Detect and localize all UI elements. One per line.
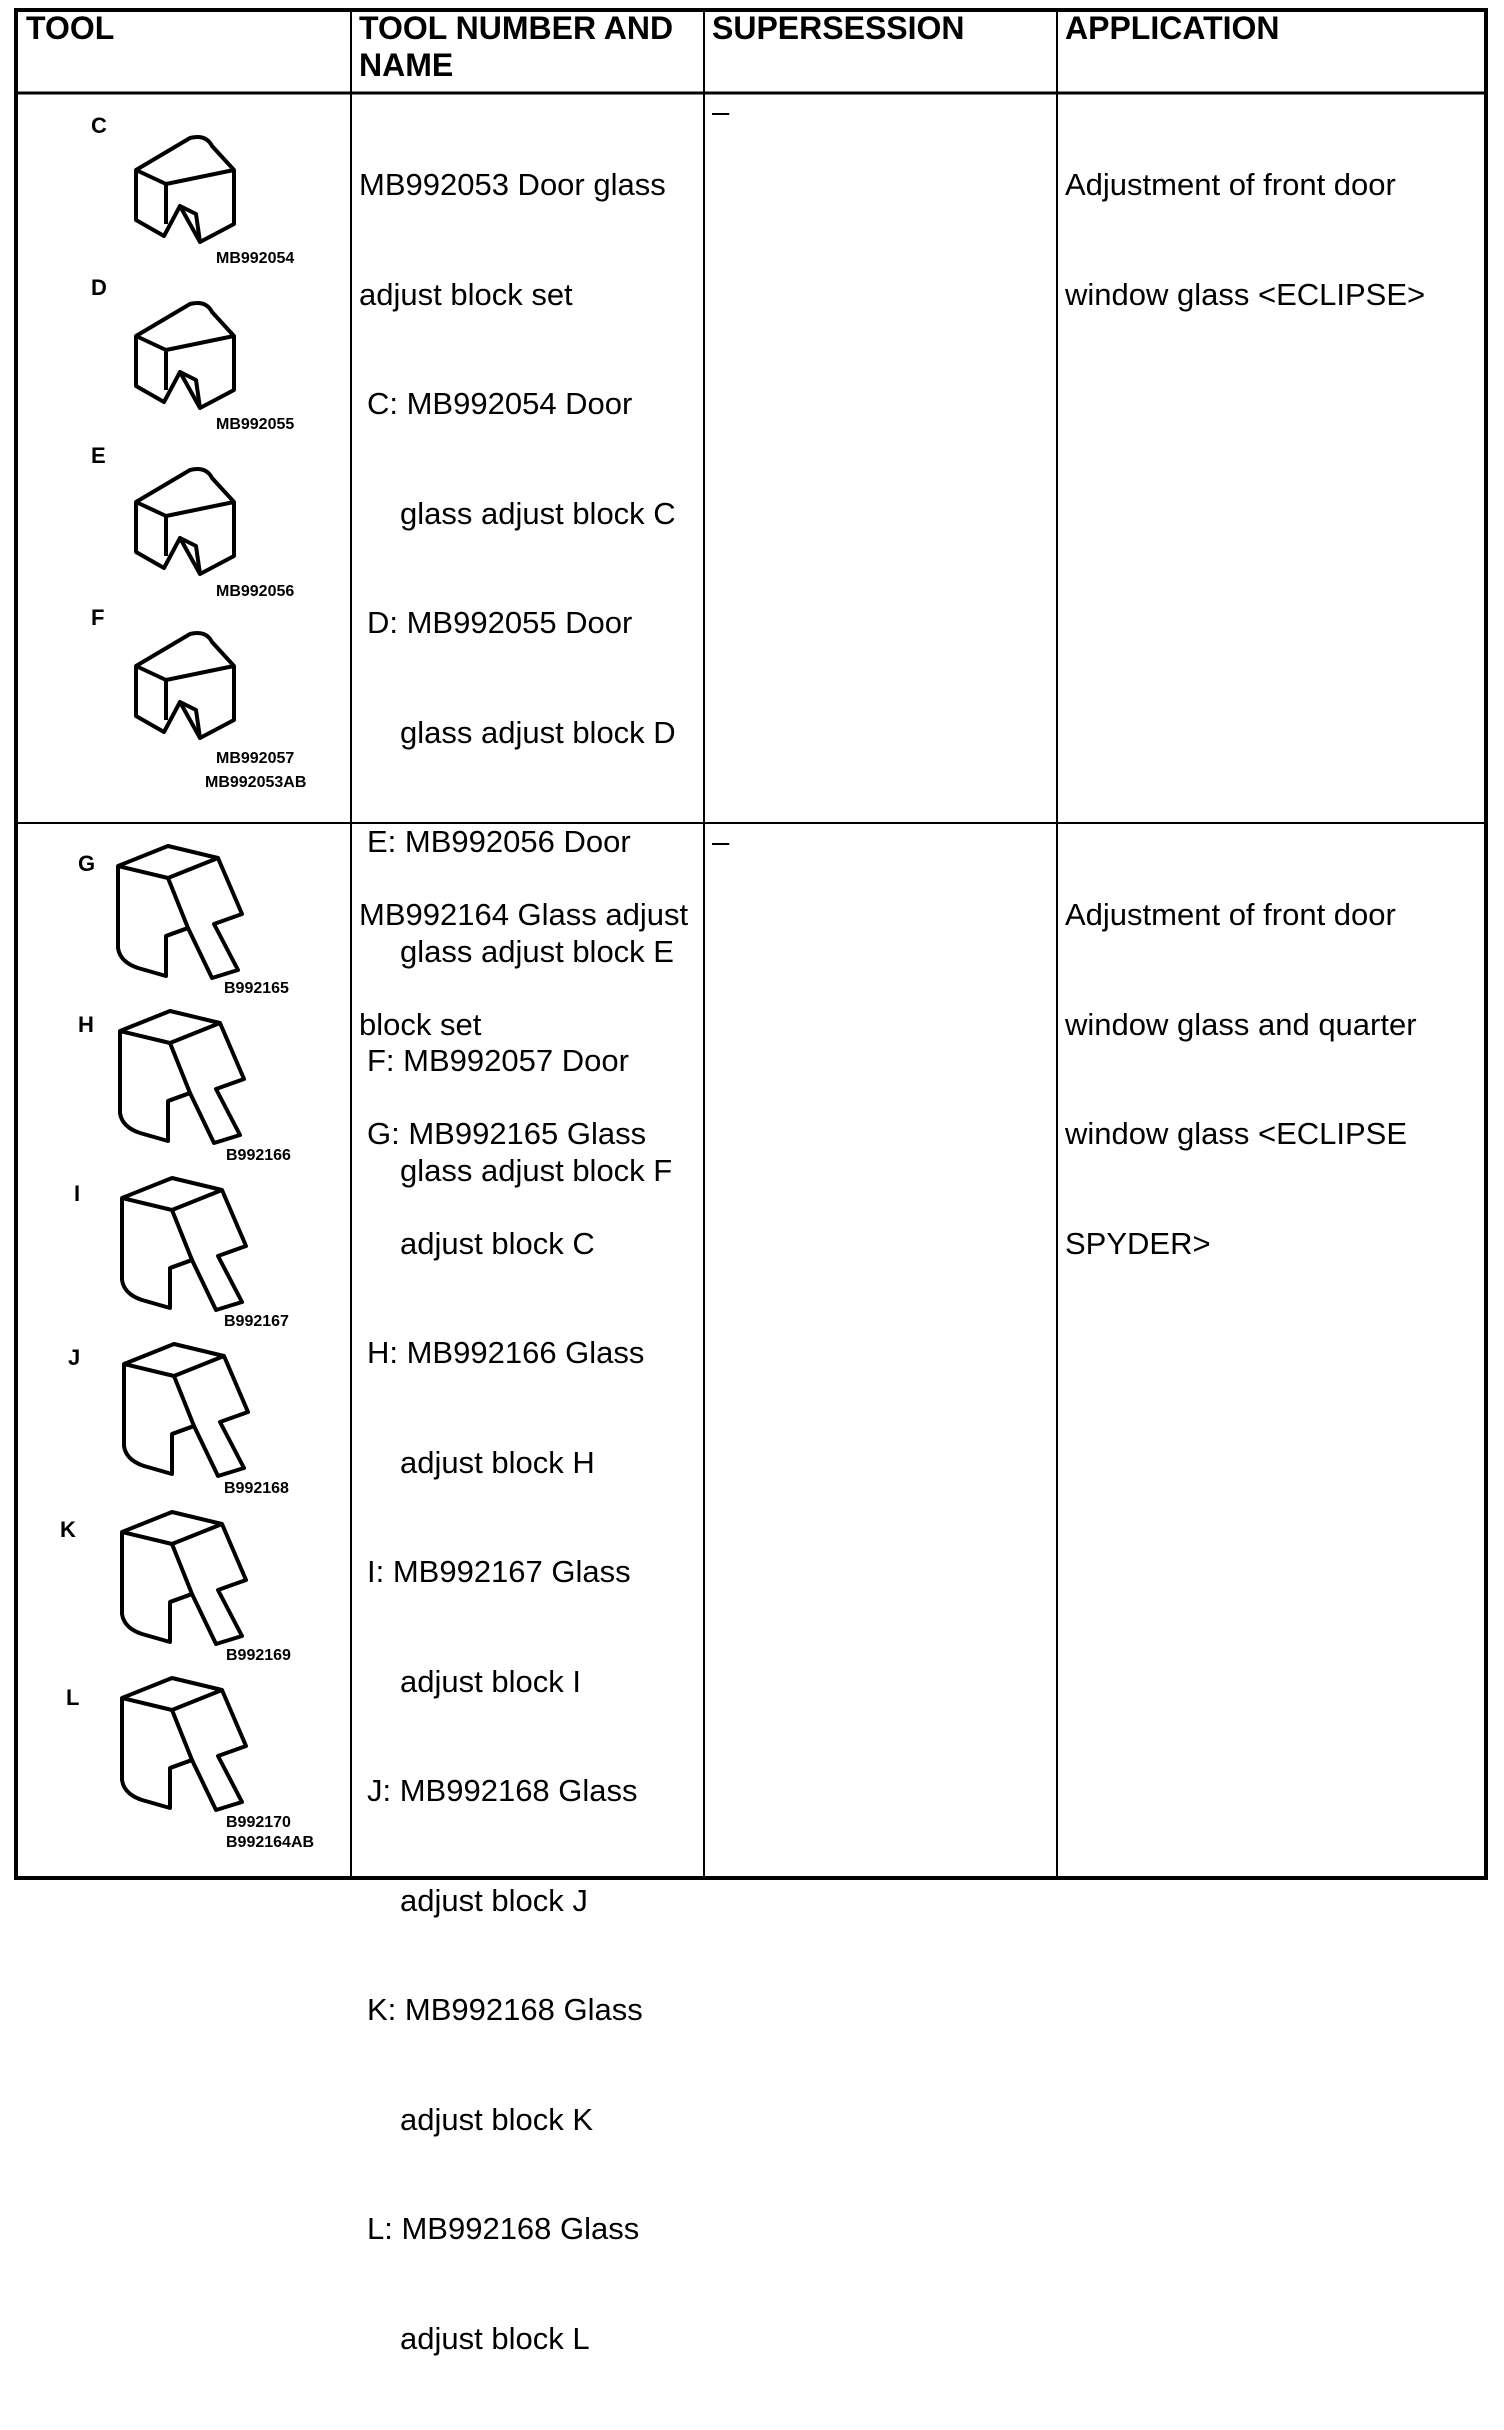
tool-code-caption: B992168: [224, 1480, 289, 1497]
tool-letter-label: E: [91, 443, 106, 468]
tool-code-caption: MB992056: [216, 583, 295, 600]
glass-adjust-block-icon: [112, 1005, 252, 1150]
tool-letter-label: L: [66, 1685, 80, 1710]
application-line: window glass <ECLIPSE: [1065, 1116, 1408, 1151]
header-tool: TOOL: [26, 10, 115, 46]
tool-name-line: adjust block set: [359, 276, 573, 312]
tool-name-line: I: MB992167 Glass: [367, 1554, 631, 1589]
tool-letter-label: C: [91, 113, 107, 138]
tool-name-line: glass adjust block C: [400, 495, 676, 531]
tool-letter-label: H: [78, 1012, 94, 1037]
tool-name-line: adjust block I: [400, 1663, 581, 1699]
tool-name-line: glass adjust block D: [400, 714, 676, 750]
application-cell: [1065, 824, 1417, 1335]
glass-adjust-block-icon: [116, 1338, 256, 1483]
tool-name-line: adjust block L: [400, 2320, 590, 2356]
tool-name-line: adjust block J: [400, 1882, 588, 1918]
header-tool-number-and-name: [359, 10, 673, 84]
tool-code-caption: B992169: [226, 1647, 291, 1664]
tool-name-line: J: MB992168 Glass: [367, 1773, 638, 1808]
tool-code-caption: MB992054: [216, 250, 295, 267]
tool-name-line: L: MB992168 Glass: [367, 2211, 640, 2246]
figure-code-caption: MB992053AB: [205, 774, 307, 791]
door-glass-adjust-block-icon: [128, 620, 240, 740]
door-glass-adjust-block-icon: [128, 290, 240, 410]
header-tool-number-line2: NAME: [359, 47, 454, 83]
glass-adjust-block-icon: [110, 840, 250, 985]
door-glass-adjust-block-icon: [128, 456, 240, 576]
tool-name-line: G: MB992165 Glass: [367, 1116, 647, 1151]
glass-adjust-block-icon: [114, 1506, 254, 1651]
application-line: SPYDER>: [1065, 1225, 1211, 1261]
door-glass-adjust-block-icon: [128, 124, 240, 244]
tool-letter-label: G: [78, 851, 96, 876]
application-line: Adjustment of front door: [1065, 897, 1396, 932]
tool-letter-label: D: [91, 275, 107, 300]
figure-code-caption: B992164AB: [226, 1834, 315, 1851]
glass-adjust-block-icon: [114, 1672, 254, 1817]
tool-name-line: adjust block H: [400, 1444, 595, 1480]
tool-letter-label: I: [74, 1181, 81, 1206]
tool-code-caption: B992170: [226, 1814, 291, 1831]
tool-name-line: adjust block C: [400, 1225, 595, 1261]
tool-letter-label: K: [60, 1517, 76, 1542]
application-line: Adjustment of front door: [1065, 167, 1396, 202]
tool-name-line: K: MB992168 Glass: [367, 1992, 643, 2027]
tool-code-caption: MB992055: [216, 416, 295, 433]
tool-name-line: F: MB992057 Door: [367, 1043, 629, 1078]
tool-code-caption: B992167: [224, 1313, 289, 1330]
tool-name-line: H: MB992166 Glass: [367, 1335, 645, 1370]
tool-name-line: MB992164 Glass adjust: [359, 897, 689, 932]
tool-name-line: glass adjust block F: [400, 1152, 673, 1188]
tool-name-line: MB992053 Door glass: [359, 167, 666, 202]
tool-letter-label: J: [68, 1345, 81, 1370]
tool-name-line: D: MB992055 Door: [367, 605, 633, 640]
glass-adjust-block-icon: [114, 1172, 254, 1317]
tool-code-caption: MB992057: [216, 750, 295, 767]
tool-name-line: block set: [359, 1006, 482, 1042]
application-line: window glass and quarter: [1065, 1006, 1417, 1042]
tool-number-and-name-cell: [359, 824, 688, 2430]
tool-code-caption: B992166: [226, 1147, 291, 1164]
header-tool-number-line1: TOOL NUMBER AND: [359, 10, 674, 46]
supersession-cell: –: [712, 824, 730, 859]
header-supersession: SUPERSESSION: [712, 10, 965, 46]
tool-name-line: adjust block K: [400, 2101, 593, 2137]
header-application: APPLICATION: [1065, 10, 1280, 46]
tool-name-line: C: MB992054 Door: [367, 386, 633, 421]
application-cell: [1065, 94, 1425, 386]
supersession-cell: –: [712, 94, 730, 129]
tool-name-line: glass adjust block E: [400, 933, 674, 969]
tool-name-line: E: MB992056 Door: [367, 824, 631, 859]
tool-code-caption: B992165: [224, 980, 289, 997]
tool-letter-label: F: [91, 605, 105, 630]
application-line: window glass <ECLIPSE>: [1065, 276, 1426, 312]
